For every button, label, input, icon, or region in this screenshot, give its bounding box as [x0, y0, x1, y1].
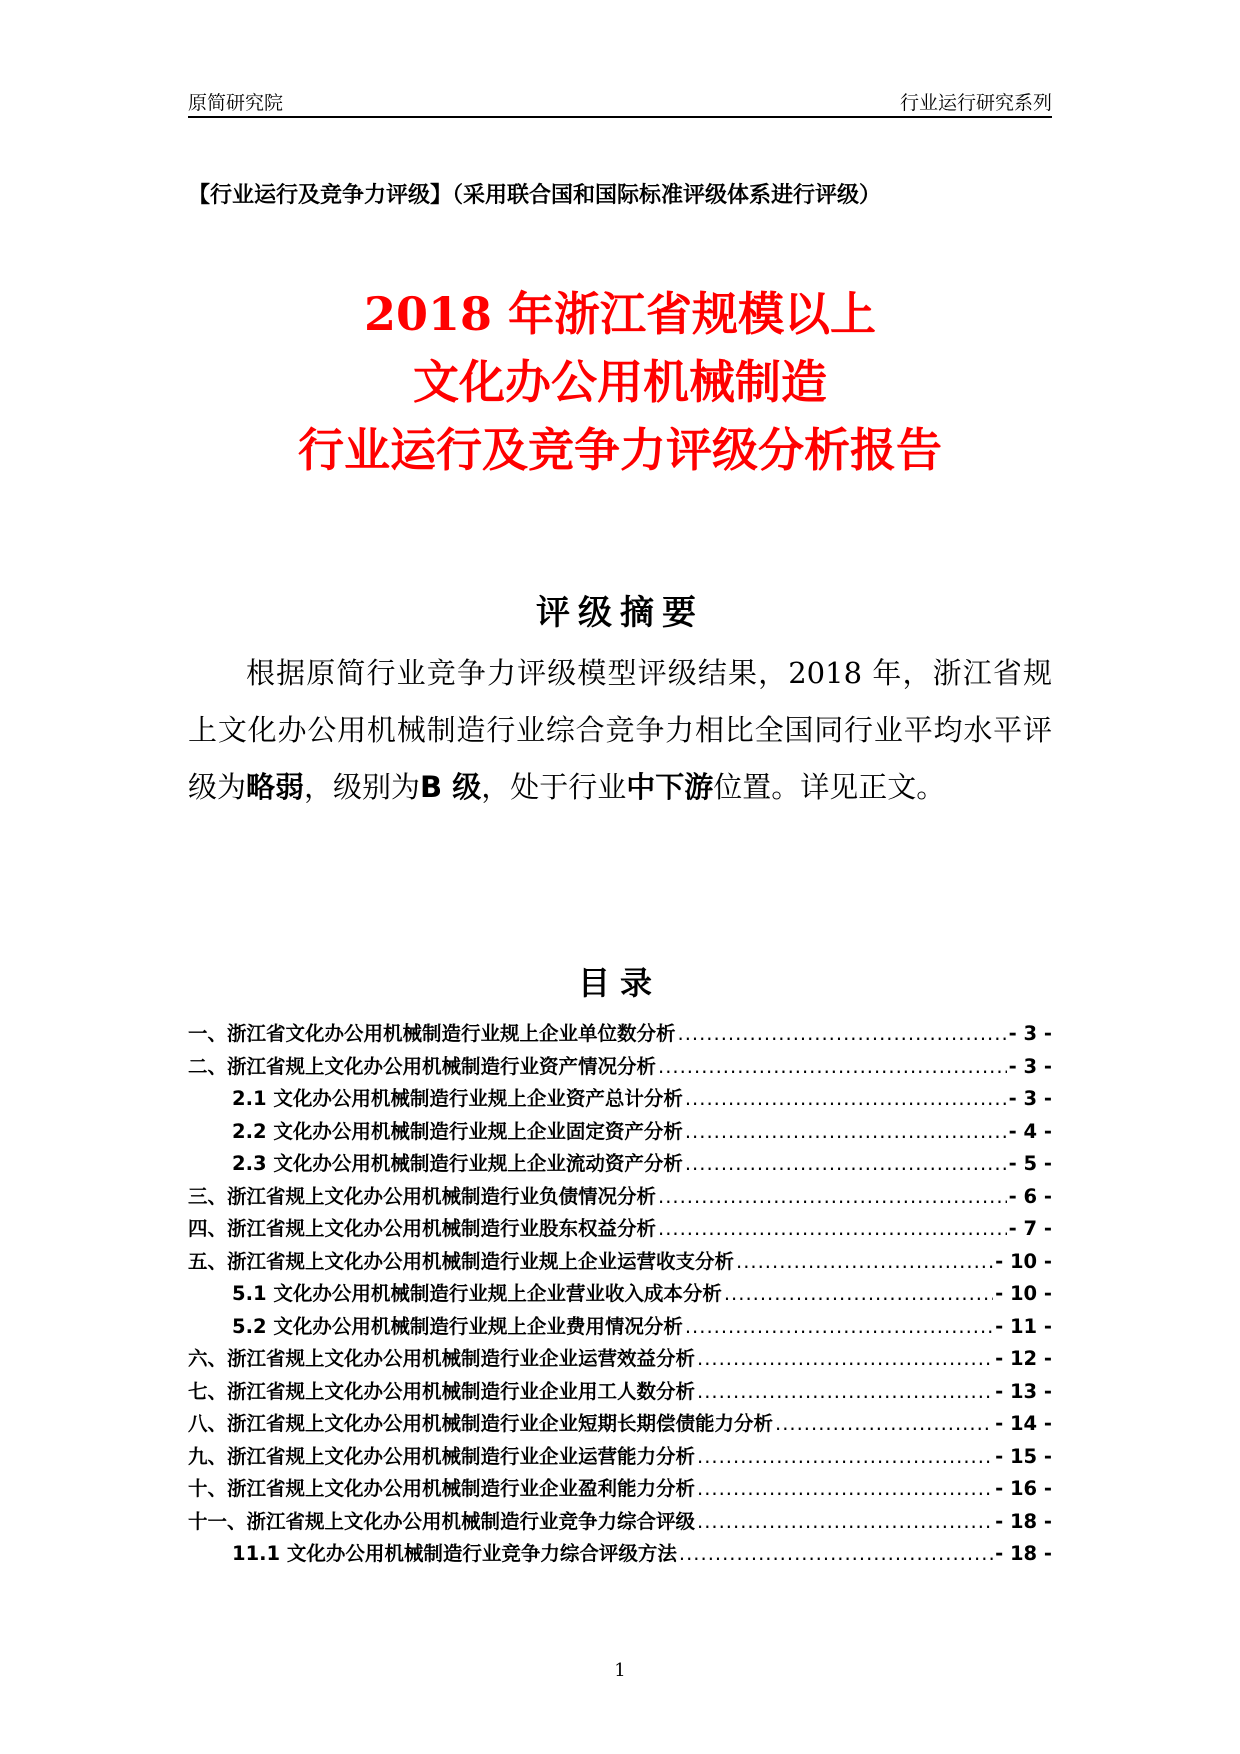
toc-leader-dots — [697, 1473, 993, 1506]
toc-entry[interactable] — [188, 1051, 1052, 1084]
toc-leader-dots — [697, 1506, 993, 1539]
toc-leader-dots — [658, 1213, 1007, 1246]
toc-entry-page: - 15 - — [995, 1444, 1052, 1468]
summary-paragraph — [188, 645, 1052, 816]
toc-leader-dots — [775, 1408, 993, 1441]
toc-entry[interactable] — [188, 1343, 1052, 1376]
toc-entry-title: 2.1 文化办公用机械制造行业规上企业资产总计分析 — [232, 1087, 683, 1110]
toc-entry-page: - 5 - — [1008, 1152, 1052, 1175]
toc-entry-page: - 12 - — [995, 1347, 1052, 1370]
toc-entry[interactable] — [188, 1538, 1052, 1571]
toc-entry-title: 十一、浙江省规上文化办公用机械制造行业竞争力综合评级 — [188, 1509, 696, 1533]
title-line-3: 行业运行及竞争力评级分析报告 — [298, 423, 942, 477]
toc-entry-title: 11.1 文化办公用机械制造行业竞争力综合评级方法 — [232, 1542, 677, 1565]
summary-rating-level: 略弱 — [246, 770, 305, 804]
toc-entry-title: 九、浙江省规上文化办公用机械制造行业企业运营能力分析 — [188, 1444, 696, 1468]
toc-entry-page: - 4 - — [1008, 1119, 1052, 1143]
toc-entry-page: - 18 - — [995, 1542, 1052, 1565]
rating-tag: 【行业运行及竞争力评级】（采用联合国和国际标准评级体系进行评级） — [188, 183, 882, 208]
toc-entry[interactable] — [188, 1083, 1052, 1116]
toc-entry[interactable] — [188, 1213, 1052, 1246]
toc-entry-page: - 10 - — [995, 1282, 1052, 1305]
toc-entry-page: - 16 - — [995, 1477, 1052, 1500]
toc-leader-dots — [658, 1051, 1007, 1084]
toc-entry[interactable] — [188, 1408, 1052, 1441]
table-of-contents — [188, 1018, 1052, 1571]
toc-entry-title: 2.3 文化办公用机械制造行业规上企业流动资产分析 — [232, 1152, 683, 1175]
toc-entry-title: 一、浙江省文化办公用机械制造行业规上企业单位数分析 — [188, 1022, 676, 1045]
toc-entry-title: 六、浙江省规上文化办公用机械制造行业企业运营效益分析 — [188, 1347, 696, 1370]
toc-leader-dots — [678, 1018, 1007, 1051]
summary-grade: B 级 — [420, 770, 482, 804]
toc-leader-dots — [736, 1246, 993, 1279]
summary-heading: 评级摘要 — [536, 593, 704, 633]
header-institute: 原简研究院 — [188, 92, 284, 114]
toc-entry[interactable] — [188, 1311, 1052, 1344]
summary-text-2: ，级别为 — [304, 770, 421, 804]
report-title — [188, 280, 1052, 484]
toc-entry-page: - 18 - — [995, 1509, 1052, 1533]
toc-entry-title: 八、浙江省规上文化办公用机械制造行业企业短期长期偿债能力分析 — [188, 1412, 774, 1435]
toc-entry-page: - 13 - — [995, 1379, 1052, 1403]
toc-entry-page: - 11 - — [995, 1314, 1052, 1338]
toc-entry-title: 四、浙江省规上文化办公用机械制造行业股东权益分析 — [188, 1217, 657, 1240]
toc-leader-dots — [685, 1116, 1007, 1149]
summary-text-1: 根据原简行业竞争力评级模型评级结果，2018 年，浙江省规上文化办公用机械制造行业综合竞争力相比全国同行业平均水平评级为 — [188, 656, 1052, 804]
toc-heading: 目录 — [577, 964, 662, 1002]
summary-position: 中下游 — [626, 770, 714, 804]
toc-leader-dots — [685, 1311, 993, 1344]
toc-entry-title: 五、浙江省规上文化办公用机械制造行业规上企业运营收支分析 — [188, 1249, 735, 1273]
toc-entry-title: 七、浙江省规上文化办公用机械制造行业企业用工人数分析 — [188, 1379, 696, 1403]
toc-entry-page: - 6 - — [1008, 1184, 1052, 1208]
toc-entry-page: - 3 - — [1008, 1087, 1052, 1110]
summary-text-3: ，处于行业 — [481, 770, 627, 804]
toc-leader-dots — [658, 1181, 1007, 1214]
toc-leader-dots — [685, 1083, 1007, 1116]
toc-entry-title: 5.2 文化办公用机械制造行业规上企业费用情况分析 — [232, 1314, 683, 1338]
toc-entry-page: - 14 - — [995, 1412, 1052, 1435]
summary-text-4: 位置。详见正文。 — [713, 770, 946, 804]
title-line-1: 2018 年浙江省规模以上 — [363, 287, 877, 341]
page-number: 1 — [614, 1660, 626, 1681]
toc-entry[interactable] — [188, 1116, 1052, 1149]
toc-leader-dots — [685, 1148, 1007, 1181]
toc-entry-title: 5.1 文化办公用机械制造行业规上企业营业收入成本分析 — [232, 1282, 722, 1305]
toc-entry-title: 2.2 文化办公用机械制造行业规上企业固定资产分析 — [232, 1119, 683, 1143]
toc-entry[interactable] — [188, 1148, 1052, 1181]
toc-leader-dots — [697, 1376, 993, 1409]
toc-entry[interactable] — [188, 1018, 1052, 1051]
toc-entry[interactable] — [188, 1441, 1052, 1474]
toc-entry[interactable] — [188, 1376, 1052, 1409]
toc-entry-page: - 10 - — [995, 1249, 1052, 1273]
toc-entry[interactable] — [188, 1181, 1052, 1214]
toc-entry-page: - 3 - — [1008, 1022, 1052, 1045]
page-header — [188, 88, 1052, 118]
toc-entry-title: 二、浙江省规上文化办公用机械制造行业资产情况分析 — [188, 1054, 657, 1078]
toc-leader-dots — [697, 1441, 993, 1474]
toc-entry[interactable] — [188, 1506, 1052, 1539]
toc-entry[interactable] — [188, 1246, 1052, 1279]
toc-entry-page: - 7 - — [1008, 1217, 1052, 1240]
toc-entry-title: 十、浙江省规上文化办公用机械制造行业企业盈利能力分析 — [188, 1477, 696, 1500]
toc-leader-dots — [724, 1278, 993, 1311]
title-line-2: 文化办公用机械制造 — [413, 355, 827, 409]
toc-entry-page: - 3 - — [1008, 1054, 1052, 1078]
toc-entry-title: 三、浙江省规上文化办公用机械制造行业负债情况分析 — [188, 1184, 657, 1208]
toc-leader-dots — [697, 1343, 993, 1376]
toc-leader-dots — [679, 1538, 993, 1571]
toc-entry[interactable] — [188, 1278, 1052, 1311]
toc-entry[interactable] — [188, 1473, 1052, 1506]
header-series: 行业运行研究系列 — [899, 92, 1052, 114]
